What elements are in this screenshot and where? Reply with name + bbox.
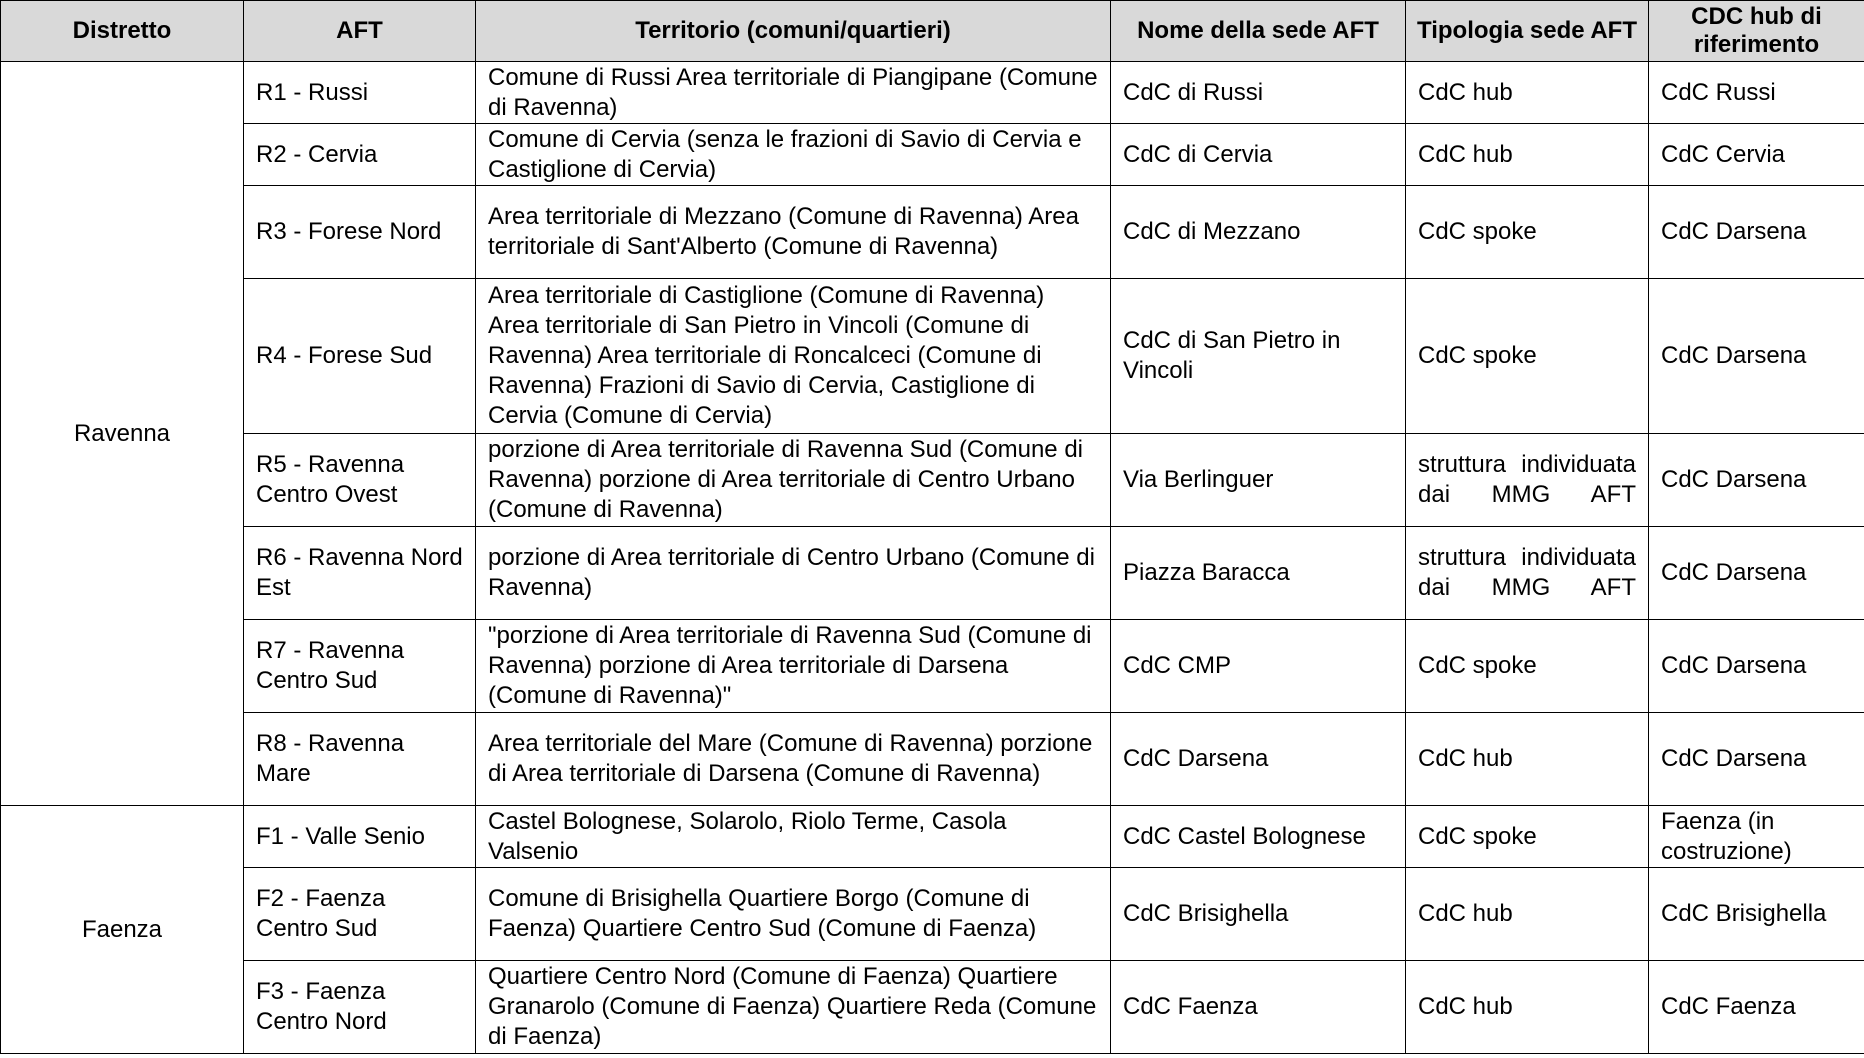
hub-cell: CdC Darsena xyxy=(1649,527,1864,620)
tipologia-cell: CdC spoke xyxy=(1406,806,1649,868)
territorio-cell: porzione di Area territoriale di Centro Urbano (Comune di Ravenna) xyxy=(476,527,1111,620)
territorio-cell: Area territoriale di Mezzano (Comune di Ravenna) Area territoriale di Sant'Alberto (Comune di Ravenna) xyxy=(476,186,1111,279)
table-row xyxy=(1,279,1864,434)
sede-cell: Via Berlinguer xyxy=(1111,434,1406,527)
aft-cell: R1 - Russi xyxy=(244,62,476,124)
tipologia-cell: CdC spoke xyxy=(1406,620,1649,713)
aft-cell: F2 - Faenza Centro Sud xyxy=(244,868,476,961)
aft-cell: R3 - Forese Nord xyxy=(244,186,476,279)
tipologia-cell: CdC hub xyxy=(1406,868,1649,961)
header-row xyxy=(1,1,1864,62)
sede-cell: CdC di Cervia xyxy=(1111,124,1406,186)
header-cdc-hub: CDC hub di riferimento xyxy=(1649,1,1864,62)
tipologia-cell: struttura individuata dai MMG AFT xyxy=(1406,527,1649,620)
sede-cell: CdC Faenza xyxy=(1111,961,1406,1054)
sede-cell: CdC di Russi xyxy=(1111,62,1406,124)
tipologia-cell: CdC spoke xyxy=(1406,279,1649,434)
header-nome-sede: Nome della sede AFT xyxy=(1111,1,1406,62)
tipologia-cell: CdC hub xyxy=(1406,713,1649,806)
territorio-cell: "porzione di Area territoriale di Ravenna Sud (Comune di Ravenna) porzione di Area territoriale di Darsena (Comune di Ravenna)" xyxy=(476,620,1111,713)
table-row xyxy=(1,124,1864,186)
tipologia-cell: CdC hub xyxy=(1406,62,1649,124)
aft-cell: R8 - Ravenna Mare xyxy=(244,713,476,806)
table-row xyxy=(1,713,1864,806)
hub-cell: CdC Darsena xyxy=(1649,713,1864,806)
header-aft: AFT xyxy=(244,1,476,62)
hub-cell: CdC Cervia xyxy=(1649,124,1864,186)
territorio-cell: Castel Bolognese, Solarolo, Riolo Terme, Casola Valsenio xyxy=(476,806,1111,868)
territorio-cell: Comune di Brisighella Quartiere Borgo (Comune di Faenza) Quartiere Centro Sud (Comune di Faenza) xyxy=(476,868,1111,961)
district-faenza: Faenza xyxy=(1,806,244,1054)
hub-cell: CdC Darsena xyxy=(1649,434,1864,527)
sede-cell: Piazza Baracca xyxy=(1111,527,1406,620)
sede-cell: CdC Castel Bolognese xyxy=(1111,806,1406,868)
territorio-cell: Comune di Russi Area territoriale di Piangipane (Comune di Ravenna) xyxy=(476,62,1111,124)
table-row xyxy=(1,434,1864,527)
table-row xyxy=(1,961,1864,1054)
hub-cell: CdC Darsena xyxy=(1649,279,1864,434)
aft-cell: R6 - Ravenna Nord Est xyxy=(244,527,476,620)
hub-cell: CdC Darsena xyxy=(1649,186,1864,279)
aft-cell: R2 - Cervia xyxy=(244,124,476,186)
sede-cell: CdC Brisighella xyxy=(1111,868,1406,961)
territorio-cell: Area territoriale del Mare (Comune di Ravenna) porzione di Area territoriale di Darsena (Comune di Ravenna) xyxy=(476,713,1111,806)
sede-cell: CdC CMP xyxy=(1111,620,1406,713)
aft-cell: R5 - Ravenna Centro Ovest xyxy=(244,434,476,527)
district-ravenna: Ravenna xyxy=(1,62,244,806)
table-row xyxy=(1,527,1864,620)
aft-cell: F3 - Faenza Centro Nord xyxy=(244,961,476,1054)
sede-cell: CdC di Mezzano xyxy=(1111,186,1406,279)
territorio-cell: Area territoriale di Castiglione (Comune di Ravenna) Area territoriale di San Pietro in Vincoli (Comune di Ravenna) Area territoriale di Roncalceci (Comune di Ravenna) Frazioni di Savio di Cervia, Castiglione di Cervia (Comune di Cervia) xyxy=(476,279,1111,434)
hub-cell: CdC Russi xyxy=(1649,62,1864,124)
hub-cell: CdC Faenza xyxy=(1649,961,1864,1054)
territorio-cell: Comune di Cervia (senza le frazioni di Savio di Cervia e Castiglione di Cervia) xyxy=(476,124,1111,186)
aft-cell: R4 - Forese Sud xyxy=(244,279,476,434)
table-row xyxy=(1,806,1864,868)
header-distretto: Distretto xyxy=(1,1,244,62)
hub-cell: Faenza (in costruzione) xyxy=(1649,806,1864,868)
tipologia-cell: struttura individuata dai MMG AFT xyxy=(1406,434,1649,527)
header-territorio: Territorio (comuni/quartieri) xyxy=(476,1,1111,62)
table-row xyxy=(1,186,1864,279)
territorio-cell: Quartiere Centro Nord (Comune di Faenza) Quartiere Granarolo (Comune di Faenza) Quartiere Reda (Comune di Faenza) xyxy=(476,961,1111,1054)
header-tipologia-sede: Tipologia sede AFT xyxy=(1406,1,1649,62)
sede-cell: CdC Darsena xyxy=(1111,713,1406,806)
table-row xyxy=(1,620,1864,713)
aft-cell: F1 - Valle Senio xyxy=(244,806,476,868)
territorio-cell: porzione di Area territoriale di Ravenna Sud (Comune di Ravenna) porzione di Area territoriale di Centro Urbano (Comune di Ravenna) xyxy=(476,434,1111,527)
table-row xyxy=(1,868,1864,961)
hub-cell: CdC Brisighella xyxy=(1649,868,1864,961)
hub-cell: CdC Darsena xyxy=(1649,620,1864,713)
tipologia-cell: CdC hub xyxy=(1406,961,1649,1054)
table-row xyxy=(1,62,1864,124)
tipologia-cell: CdC hub xyxy=(1406,124,1649,186)
sede-cell: CdC di San Pietro in Vincoli xyxy=(1111,279,1406,434)
tipologia-cell: CdC spoke xyxy=(1406,186,1649,279)
aft-cell: R7 - Ravenna Centro Sud xyxy=(244,620,476,713)
